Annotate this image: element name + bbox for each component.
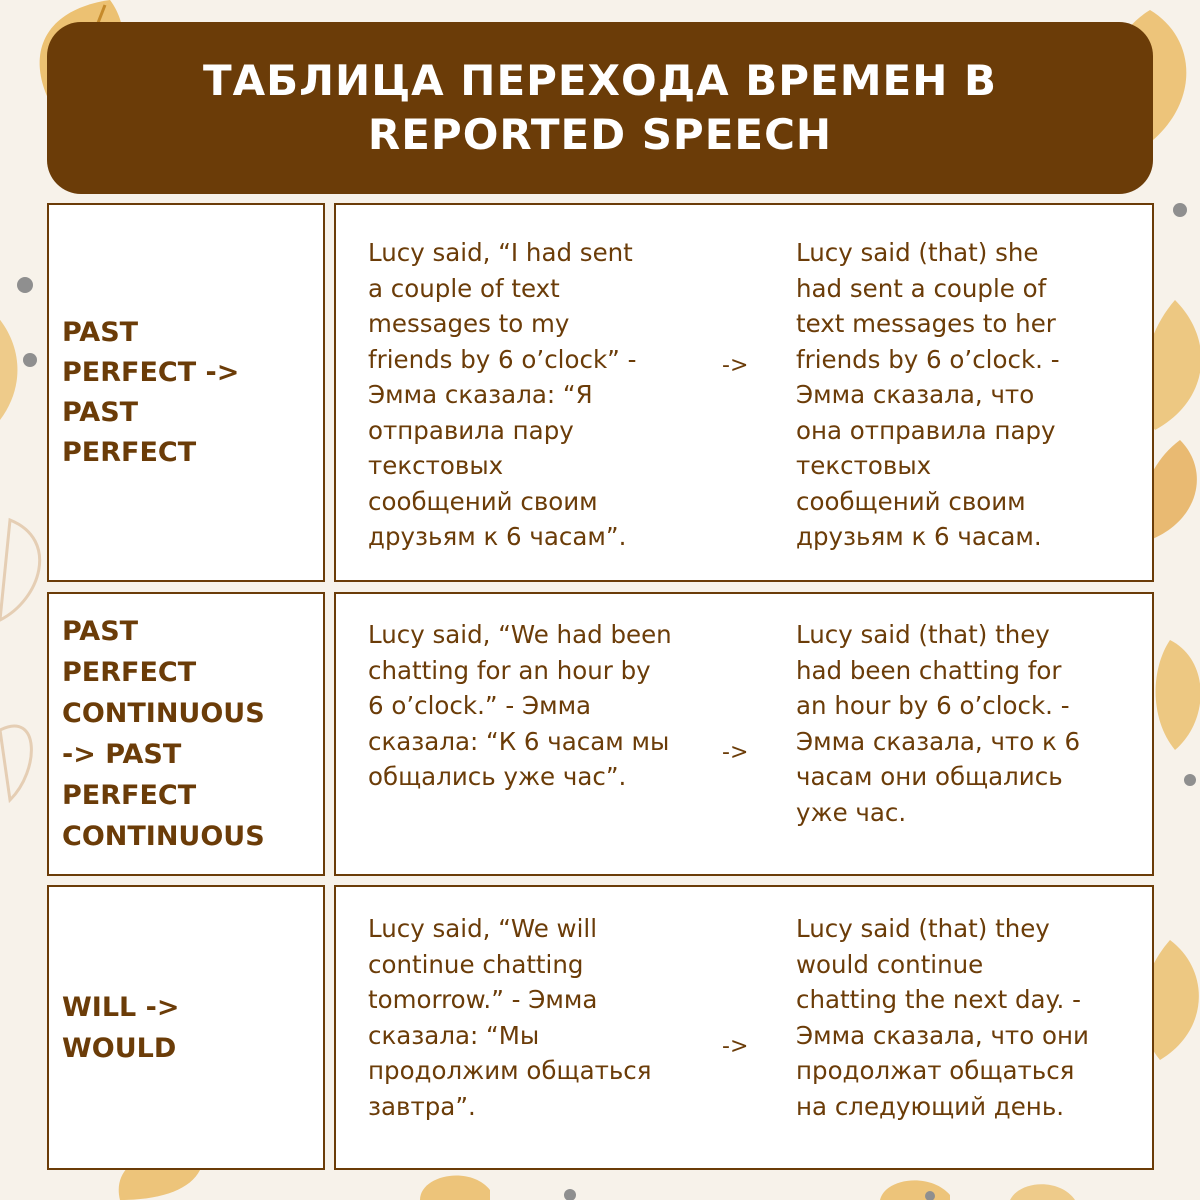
tense-label-line: PERFECT (62, 436, 197, 468)
leaf-icon (420, 1176, 490, 1200)
tense-label-line: PAST (62, 396, 139, 428)
arrow-icon: -> (722, 1034, 749, 1059)
leaf-icon (1010, 1184, 1075, 1200)
tense-label-line: WOULD (62, 1032, 177, 1064)
tense-label-line: CONTINUOUS (62, 698, 265, 729)
arrow-icon: -> (722, 353, 749, 378)
leaf-icon (0, 520, 40, 620)
leaf-icon (880, 1180, 950, 1200)
reported-speech-example: Lucy said (that) she had sent a couple of text messages to her friends by 6 o’clock. - Эмма сказала, что она отправила пару текстовых сообщений своим друзьям к 6 часам. (796, 238, 1060, 551)
tense-label-line: -> PAST (62, 739, 182, 770)
tense-label-line: PERFECT (62, 780, 197, 811)
tense-label-line: PERFECT (62, 657, 197, 688)
tense-label-cell (47, 885, 325, 1170)
example-cell (334, 592, 1154, 876)
tense-label-line: PAST (62, 616, 139, 647)
reported-speech-example: Lucy said (that) they would continue chatting the next day. - Эмма сказала, что они продолжат общаться на следующий день. (796, 914, 1089, 1121)
arrow-icon: -> (722, 740, 749, 765)
reported-speech-example: Lucy said (that) they had been chatting for an hour by 6 o’clock. - Эмма сказала, что к 6 часам они общались уже час. (796, 620, 1081, 827)
page-title-banner (47, 22, 1153, 194)
direct-speech-example: Lucy said, “We had been chatting for an hour by 6 o’clock.” - Эмма сказала: “К 6 часам мы общались уже час”. (368, 620, 672, 791)
page-title-line-1: ТАБЛИЦА ПЕРЕХОДА ВРЕМЕН В (203, 56, 997, 105)
direct-speech-example: Lucy said, “We will continue chatting tomorrow.” - Эмма сказала: “Мы продолжим общаться завтра”. (368, 914, 652, 1121)
leaf-icon (0, 726, 31, 800)
direct-speech-example: Lucy said, “I had sent a couple of text messages to my friends by 6 o’clock” - Эмма сказала: “Я отправила пару текстовых сообщений своим друзьям к 6 часам”. (368, 238, 637, 551)
tense-label-line: CONTINUOUS (62, 821, 265, 852)
example-cell (334, 203, 1154, 582)
tense-label-line: PAST (62, 316, 139, 348)
page-title-line-2: REPORTED SPEECH (367, 110, 833, 159)
leaf-icon (0, 300, 17, 440)
tense-label-line: PERFECT -> (62, 356, 240, 388)
tense-label (62, 313, 239, 473)
page-title (203, 54, 997, 162)
tense-label (62, 987, 179, 1069)
tense-label-cell (47, 592, 325, 876)
tense-label-line: WILL -> (62, 991, 180, 1023)
tense-label-cell (47, 203, 325, 582)
example-cell (334, 885, 1154, 1170)
tense-label (62, 611, 265, 857)
leaf-icon (1156, 640, 1200, 750)
